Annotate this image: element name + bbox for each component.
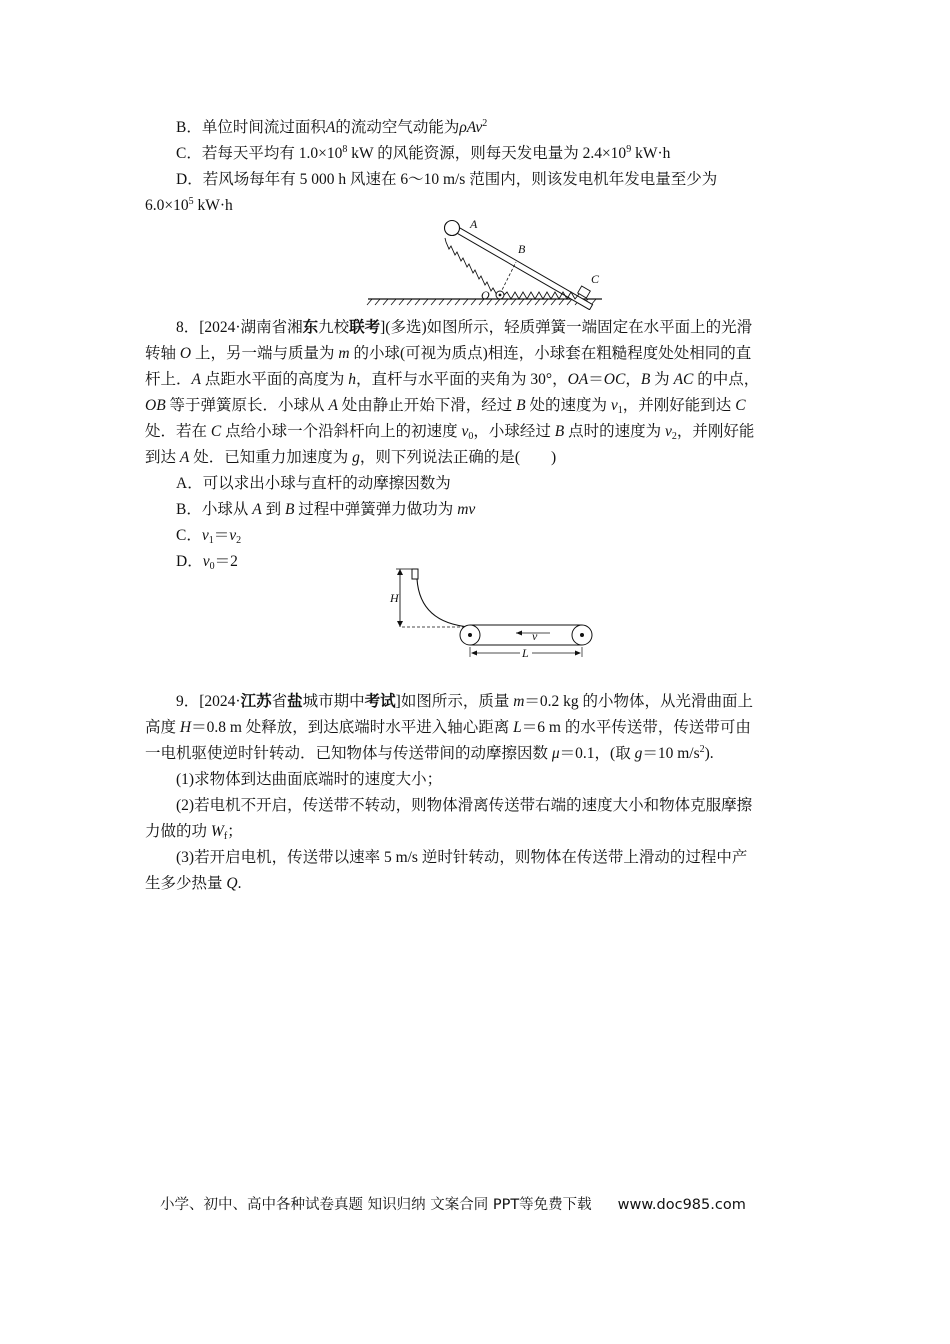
q9-part3-line1: (3)若开启电机，传送带以速率 5 m/s 逆时针转动，则物体在传送带上滑动的过程中产 — [176, 849, 748, 866]
q8-option-c: C．$v_1=v_2$ — [176, 527, 242, 546]
label-v: v — [532, 629, 538, 643]
label-l: L — [522, 646, 529, 657]
q8-line6: 到达 A 处．已知重力加速度为 g，则下列说法正确的是( ) — [145, 449, 557, 466]
label-h: H — [390, 591, 399, 605]
q7-option-d-line1: D．若风场每年有 5 000 h 风速在 6～10 m/s 范围内，则该发电机年发电量至少为 — [176, 171, 718, 188]
figure-inclined-rod-spring — [366, 214, 606, 310]
footer-url[interactable]: www.doc985.com — [617, 1197, 746, 1213]
footer-text: 小学、初中、高中各种试卷真题 知识归纳 文案合同 PPT等免费下载 — [160, 1197, 592, 1213]
q9-line2: 高度 H＝0.8 m 处释放，到达底端时水平进入轴心距离 L＝6 m 的水平传送带，传送带可由 — [145, 719, 751, 736]
q9-part3-line2: 生多少热量 Q. — [145, 875, 242, 892]
q8-line3: 杆上．A 点距水平面的高度为 h，直杆与水平面的夹角为 30°，OA＝OC，B 为 AC 的中点， — [145, 371, 760, 388]
q7-option-d-line2: $6.0\times 10^5$ kW·h — [145, 196, 233, 214]
page-footer — [160, 1193, 746, 1214]
label-a: A — [470, 217, 478, 231]
q8-line4: OB 等于弹簧原长．小球从 A 处由静止开始下滑，经过 B 处的速度为 $v_1$，并刚好能到达 C — [145, 397, 746, 416]
q7-option-b: B．单位时间流过面积A的流动空气动能为ρAv$^2$ — [176, 118, 488, 136]
q8-option-b: B．小球从 A 到 B 过程中弹簧弹力做功为 mv — [176, 501, 476, 518]
q7-option-c: C．若每天平均有 $1.0\times 10^8$ kW 的风能资源，则每天发电量为 $2.4\times 10^9$ kW·h — [176, 144, 671, 162]
q8-option-a: A．可以求出小球与直杆的动摩擦因数为 — [176, 475, 451, 492]
q9-part2-line2: 力做的功 $W_f$； — [145, 823, 243, 842]
q8-line5: 处．若在 C 点给小球一个沿斜杆向上的初速度 $v_0$，小球经过 B 点时的速度为 $v_2$，并刚好能 — [145, 423, 755, 442]
label-o: O — [481, 288, 490, 302]
q8-option-d: D．$v_0=2$ — [176, 553, 238, 572]
q9-line3: 一电机驱使逆时针转动．已知物体与传送带间的动摩擦因数 μ＝0.1，(取 g＝10 $m/s^2$). — [145, 744, 714, 762]
q8-line1: 8．[2024·湖南省湘东九校联考](多选)如图所示，轻质弹簧一端固定在水平面上的光滑 — [176, 319, 753, 336]
q8-line2: 转轴 O 上，另一端与质量为 m 的小球(可视为质点)相连，小球套在粗糙程度处处相同的直 — [145, 345, 752, 362]
q9-part1: (1)求物体到达曲面底端时的速度大小； — [176, 771, 443, 788]
q9-part2-line1: (2)若电机不开启，传送带不转动，则物体滑离传送带右端的速度大小和物体克服摩擦 — [176, 797, 753, 814]
figure-curve-conveyor — [360, 565, 600, 657]
label-b: B — [518, 242, 526, 256]
label-c: C — [591, 272, 600, 286]
q9-line1: 9．[2024·江苏省盐城市期中考试]如图所示，质量 m＝0.2 kg 的小物体，从光滑曲面上 — [176, 693, 754, 710]
